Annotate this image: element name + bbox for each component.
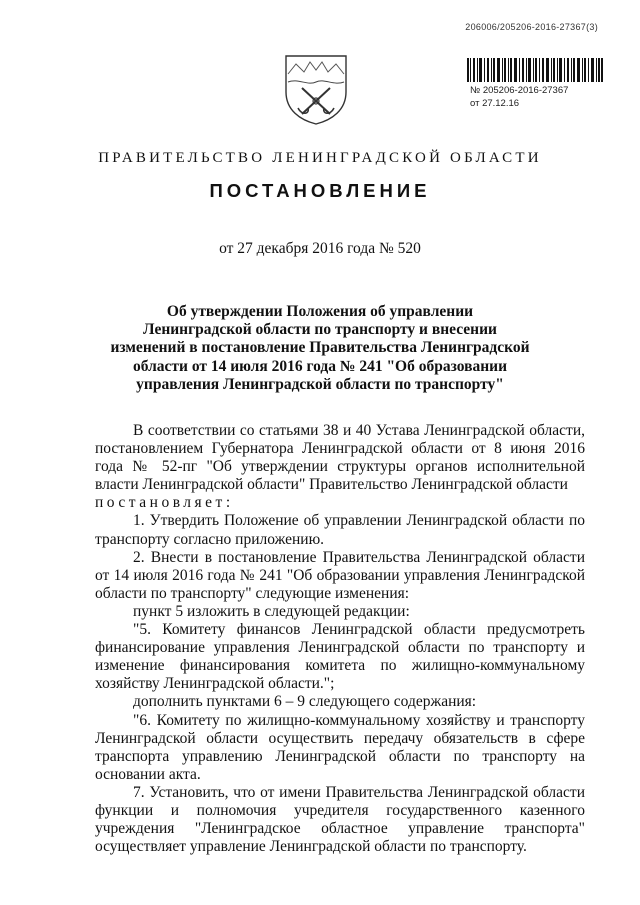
paragraph-item-1: 1. Утвердить Положение об управлении Ленинградской области по транспорту согласно приложению. (95, 512, 585, 548)
subject-line: Ленинградской области по транспорту и внесении (143, 321, 497, 339)
registration-stamp (470, 84, 568, 110)
paragraph-point-6: "6. Комитету по жилищно-коммунальному хозяйству и транспорту Ленинградской области осуществить передачу обязательств в сфере транспорта управлению Ленинградской области по транспорту на основании акта. (95, 711, 585, 783)
paragraph-points-6-9-intro: дополнить пунктами 6 – 9 следующего содержания: (133, 693, 477, 711)
leningrad-oblast-coat-of-arms-icon (282, 52, 350, 126)
document-date: от 27 декабря 2016 года № 520 (219, 240, 421, 257)
subject-line: управления Ленинградской области по транспорту" (136, 375, 504, 393)
document-type: ПОСТАНОВЛЕНИЕ (209, 180, 431, 201)
barcode-icon (467, 58, 603, 82)
paragraph-preamble: В соответствии со статьями 38 и 40 Устава Ленинградской области, постановлением Губернатора Ленинградской области от 8 июня 2016 года № 52-пг "Об утверждении структуры органов исполнительной власти Ленинградской области" Правительство Ленинградской области (95, 422, 585, 494)
paragraph-point-7: 7. Установить, что от имени Правительства Ленинградской области функции и полномочия учредителя государственного казенного учреждения "Ленинградское областное управление транспорта" осуществляет управление Ленинградской области по транспорту. (95, 783, 585, 856)
subject-line: Об утверждении Положения об управлении (166, 303, 474, 320)
registration-date: от 27.12.16 (470, 98, 520, 109)
registration-number: № 205206-2016-27367 (470, 85, 569, 96)
document-subject (110, 303, 530, 394)
subject-line: области от 14 июля 2016 года № 241 "Об образовании (132, 357, 508, 375)
document-body (95, 422, 585, 856)
paragraph-point-5-intro: пункт 5 изложить в следующей редакции: (133, 602, 410, 620)
subject-line: изменений в постановление Правительства Ленинградской (110, 339, 530, 357)
government-name: ПРАВИТЕЛЬСТВО ЛЕНИНГРАДСКОЙ ОБЛАСТИ (98, 150, 542, 166)
document-id: 206006/205206-2016-27367(3) (465, 22, 598, 32)
paragraph-item-2: 2. Внести в постановление Правительства Ленинградской области от 14 июля 2016 года № 241 "Об образовании управления Ленинградской области по транспорту" следующие изменения: (95, 548, 585, 602)
paragraph-point-5: "5. Комитету финансов Ленинградской области предусмотреть финансирование управления Ленинградской области по транспорту и изменение финансирования комитета по жилищно-коммунальному хозяйству Ленинградской области."; (95, 621, 585, 693)
paragraph-decree-word: постановляет: (95, 494, 234, 512)
